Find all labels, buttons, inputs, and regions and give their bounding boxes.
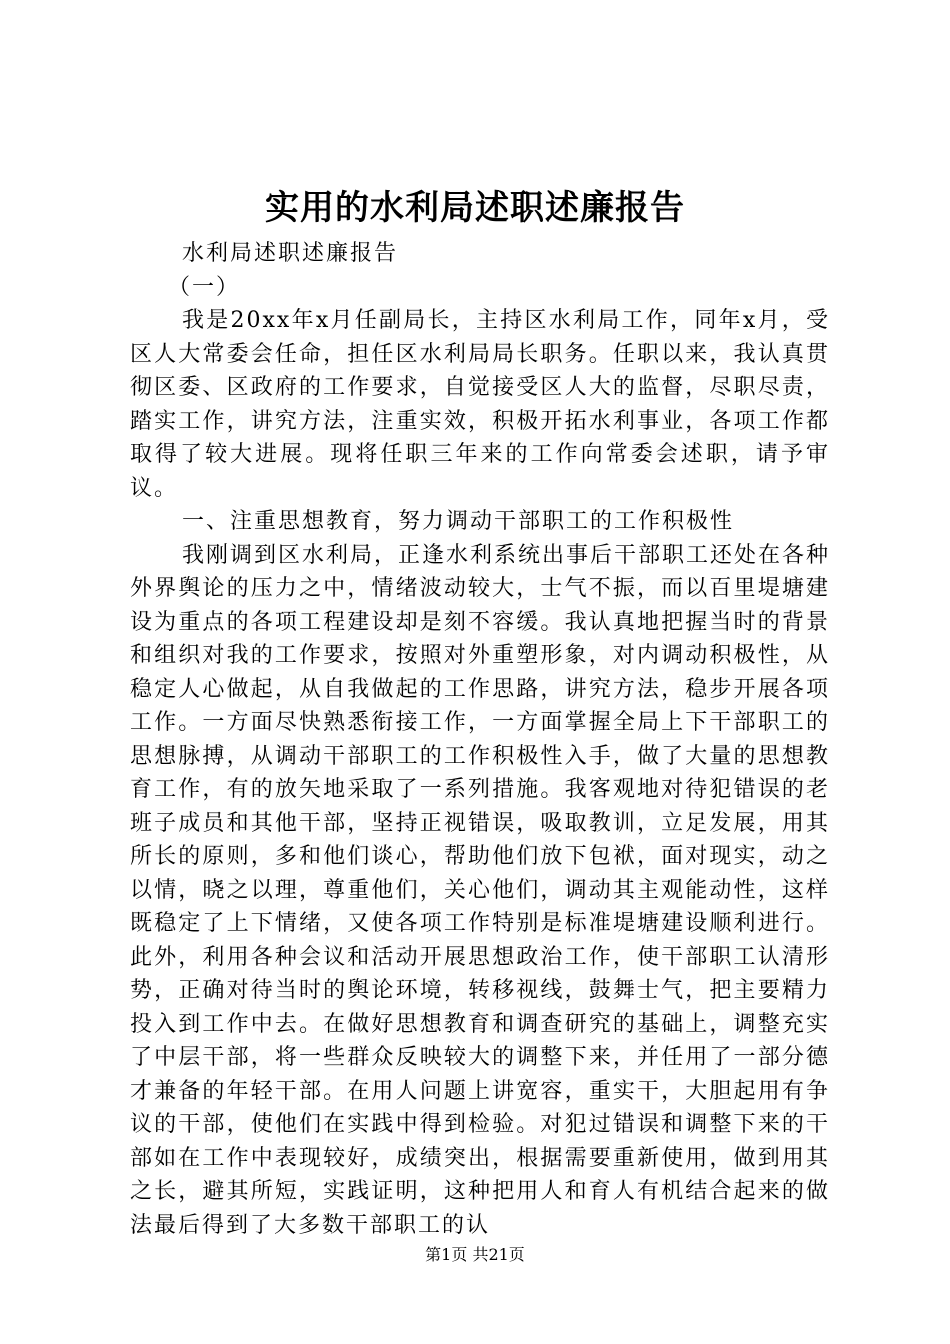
paragraph-intro: 我是20xx年x月任副局长，主持区水利局工作，同年x月，受区人大常委会任命，担任区水利局局长职务。任职以来，我认真贯彻区委、区政府的工作要求，自觉接受区人大的监督，尽职尽责，踏实工作，讲究方法，注重实效，积极开拓水利事业，各项工作都取得了较大进展。现将任职三年来的工作向常委会述职，请予审议。 [130,308,830,501]
paragraph-body: 我刚调到区水利局，正逢水利系统出事后干部职工还处在各种外界舆论的压力之中，情绪波动较大，士气不振，而以百里堤塘建设为重点的各项工程建设却是刻不容缓。我认真地把握当时的背景和组织对我的工作要求，按照对外重塑形象，对内调动积极性，从稳定人心做起，从自我做起的工作思路，讲究方法，稳步开展各项工作。一方面尽快熟悉衔接工作，一方面掌握全局上下干部职工的思想脉搏，从调动干部职工的工作积极性入手，做了大量的思想教育工作，有的放矢地采取了一系列措施。我客观地对待犯错误的老班子成员和其他干部，坚持正视错误，吸取教训，立足发展，用其所长的原则，多和他们谈心，帮助他们放下包袱，面对现实，动之以情，晓之以理，尊重他们，关心他们，调动其主观能动性，这样既稳定了上下情绪，又使各项工作特别是标准堤塘建设顺利进行。此外，利用各种会议和活动开展思想政治工作，使干部职工认清形势，正确对待当时的舆论环境，转移视线，鼓舞士气，把主要精力投入到工作中去。在做好思想教育和调查研究的基础上，调整充实了中层干部，将一些群众反映较大的调整下来，并任用了一部分德才兼备的年轻干部。在用人问题上讲宽容，重实干，大胆起用有争议的干部，使他们在实践中得到检验。对犯过错误和调整下来的干部如在工作中表现较好，成绩突出，根据需要重新使用，做到用其之长，避其所短，实践证明，这种把用人和育人有机结合起来的做法最后得到了大多数干部职工的认 [130,542,831,1238]
section-marker: （一） [168,274,241,300]
subtitle-line: 水利局述职述廉报告 [182,241,399,266]
document-title: 实用的水利局述职述廉报告 [265,188,685,228]
document-body [130,237,830,1242]
page-footer: 第1页 共21页 [425,1245,525,1264]
section-heading: 一、注重思想教育，努力调动干部职工的工作积极性 [182,509,735,534]
